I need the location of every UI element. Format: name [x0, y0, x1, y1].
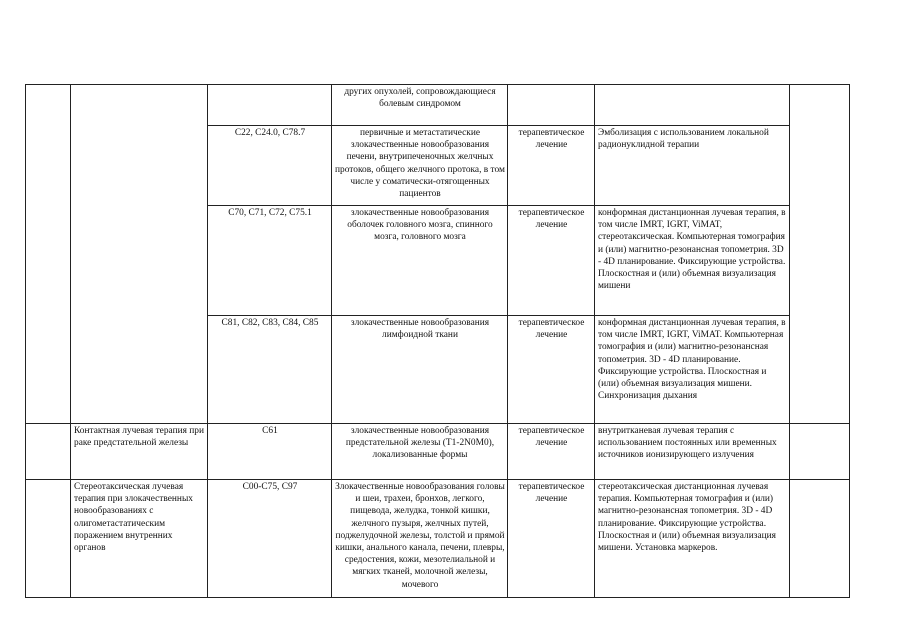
table-row [26, 480, 850, 599]
cell-diagnosis: злокачественные новообразования предстательной железы (T1-2N0M0), локализованные формы [332, 424, 508, 480]
cell-treatment-type: терапевтическое лечение [508, 480, 595, 599]
table-row [26, 85, 850, 126]
cell-diagnosis: злокачественные новообразования оболочек головного мозга, спинного мозга, головного мозга [332, 206, 508, 316]
cell-norm [790, 85, 850, 424]
cell-treatment-type: терапевтическое лечение [508, 206, 595, 316]
cell-treatment-method [595, 85, 790, 126]
cell-icd-codes [208, 85, 332, 126]
cell-diagnosis: других опухолей, сопровождающиеся болевым синдромом [332, 85, 508, 126]
cell-number [26, 480, 71, 599]
cell-diagnosis: первичные и метастатические злокачественные новообразования печени, внутрипеченочных желчных протоков, общего желчного протока, в том числе у соматически-отягощенных пациентов [332, 126, 508, 206]
cell-icd-codes: C70, C71, C72, C75.1 [208, 206, 332, 316]
cell-icd-codes: C81, C82, C83, C84, C85 [208, 316, 332, 424]
cell-icd-codes: C61 [208, 424, 332, 480]
cell-method: Стереотаксическая лучевая терапия при злокачественных новообразованиях с олигометастатическим поражением внутренних органов [71, 480, 208, 599]
cell-treatment-method: внутритканевая лучевая терапия с использованием постоянных или временных источников ионизирующего излучения [595, 424, 790, 480]
cell-method [71, 85, 208, 424]
cell-norm [790, 480, 850, 599]
page-bottom-border [25, 597, 849, 598]
cell-icd-codes: C00-C75, C97 [208, 480, 332, 599]
cell-treatment-method: конформная дистанционная лучевая терапия, в том числе IMRT, IGRT, ViMAT, стереотаксическая. Компьютерная томография и (или) магнитно-резонансная топометрия. 3D - 4D планирование. Фиксирующие устройства. Плоскостная и (или) объемная визуализация мишени [595, 206, 790, 316]
cell-number [26, 424, 71, 480]
cell-treatment-method: конформная дистанционная лучевая терапия, в том числе IMRT, IGRT, ViMAT. Компьютерная томография и (или) магнитно-резонансная топометрия. 3D - 4D планирование. Фиксирующие устройства. Плоскостная и (или) объемная визуализация мишени. Синхронизация дыхания [595, 316, 790, 424]
cell-diagnosis: злокачественные новообразования лимфоидной ткани [332, 316, 508, 424]
cell-treatment-type: терапевтическое лечение [508, 126, 595, 206]
cell-treatment-type [508, 85, 595, 126]
cell-number [26, 85, 71, 424]
cell-treatment-type: терапевтическое лечение [508, 424, 595, 480]
medical-care-table [25, 84, 850, 598]
cell-method: Контактная лучевая терапия при раке предстательной железы [71, 424, 208, 480]
table-row [26, 424, 850, 480]
cell-norm [790, 424, 850, 480]
cell-diagnosis: Злокачественные новообразования головы и шеи, трахеи, бронхов, легкого, пищевода, желудка, тонкой кишки, желчного пузыря, желчных путей, поджелудочной железы, толстой и прямой кишки, анального канала, печени, плевры, средостения, кожи, мезотелиальной и мягких тканей, молочной железы, мочевого [332, 480, 508, 599]
cell-treatment-method: Эмболизация с использованием локальной радионуклидной терапии [595, 126, 790, 206]
cell-treatment-type: терапевтическое лечение [508, 316, 595, 424]
cell-treatment-method: стереотаксическая дистанционная лучевая терапия. Компьютерная томография и (или) магнитно-резонансная топометрия. 3D - 4D планирование. Фиксирующие устройства. Плоскостная и (или) объемная визуализация мишени. Установка маркеров. [595, 480, 790, 599]
cell-icd-codes: C22, C24.0, C78.7 [208, 126, 332, 206]
